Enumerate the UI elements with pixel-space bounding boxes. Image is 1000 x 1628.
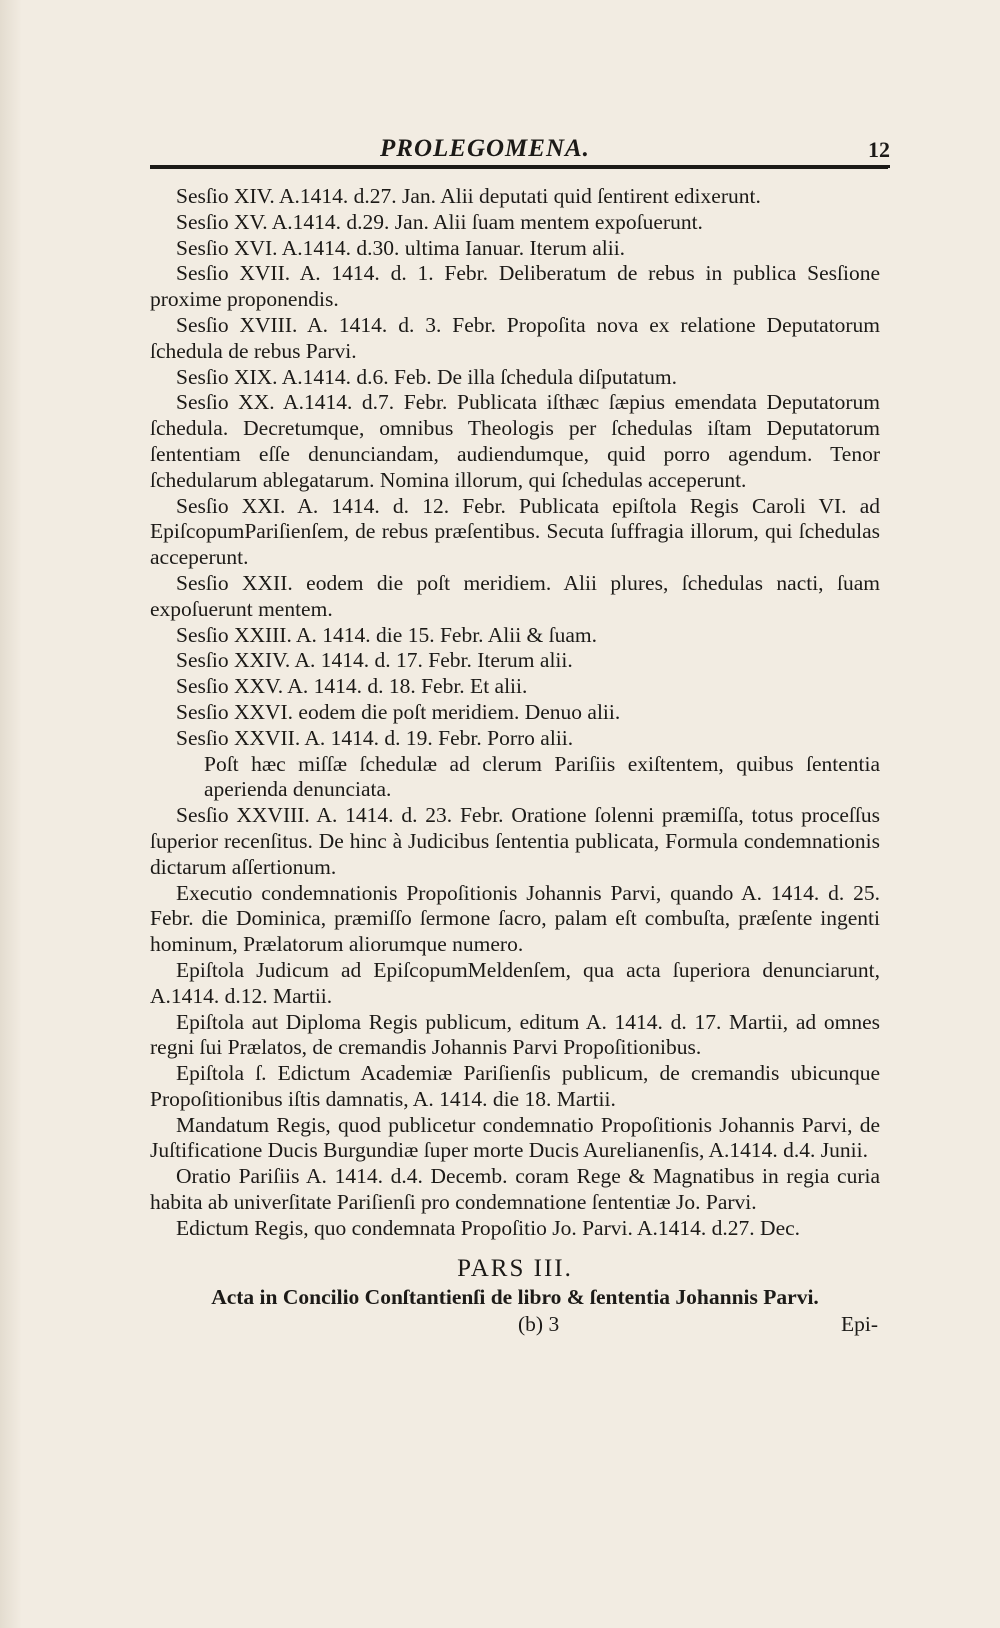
paragraph-session-17: Sesſio XVII. A. 1414. d. 1. Febr. Deliberatum de rebus in publica Sesſione proxime proponendis. bbox=[150, 261, 880, 312]
page-body bbox=[150, 184, 880, 1340]
paragraph-edictum-regis: Edictum Regis, quo condemnata Propoſitio Jo. Parvi. A.1414. d.27. Dec. bbox=[176, 1215, 801, 1240]
paragraph-session-27: Sesſio XXVII. A. 1414. d. 19. Febr. Porro alii. bbox=[176, 725, 574, 750]
catchword: Epi- bbox=[840, 1311, 878, 1336]
paragraph-session-21: Sesſio XXI. A. 1414. d. 12. Febr. Publicata epiſtola Regis Caroli VI. ad EpiſcopumParіſienſem, de rebus præſentibus. Secuta ſuffragia illorum, qui ſchedulas acceperunt. bbox=[150, 493, 880, 570]
header-rule bbox=[150, 165, 888, 169]
part-subtitle: Acta in Concilio Conſtantienſi de libro & ſententia Johannis Parvi. bbox=[211, 1284, 819, 1309]
paragraph-session-23: Sesſio XXIII. A. 1414. die 15. Febr. Alii & ſuam. bbox=[176, 622, 598, 647]
paragraph-oratio-parisiis: Oratio Pariſiis A. 1414. d.4. Decemb. coram Rege & Magnatibus in regia curia habita ab univerſitate Pariſienſi pro condemnatione ſententiæ Jo. Parvi. bbox=[150, 1164, 880, 1215]
paragraph-mandatum-regis: Mandatum Regis, quod publicetur condemnatio Propoſitionis Johannis Parvi, de Juſtificatione Ducis Burgundiæ ſuper morte Ducis Aurelianenſis, A.1414. d.4. Junii. bbox=[150, 1112, 880, 1163]
signature-mark: (b) 3 bbox=[518, 1311, 560, 1336]
part-title: PARS III. bbox=[457, 1254, 573, 1282]
paragraph-session-14: Sesſio XIV. A.1414. d.27. Jan. Alii deputati quid ſentirent edixerunt. bbox=[176, 184, 761, 208]
paragraph-session-22: Sesſio XXII. eodem die poſt meridiem. Alii plures, ſchedulas nacti, ſuam expoſuerunt mentem. bbox=[150, 570, 880, 621]
paragraph-session-24: Sesſio XXIV. A. 1414. d. 17. Febr. Iterum alii. bbox=[176, 648, 573, 673]
page-number: 12 bbox=[868, 137, 890, 162]
page-header bbox=[0, 135, 1000, 165]
paragraph-edictum-academiae: Epiſtola ſ. Edictum Academiæ Pariſienſis publicum, de cremandis ubicunque Propoſitionibus iſtis damnatis, A. 1414. die 18. Martii. bbox=[150, 1061, 880, 1111]
paragraph-session-16: Sesſio XVI. A.1414. d.30. ultima Ianuar. Iterum alii. bbox=[176, 235, 626, 260]
paragraph-session-20: Sesſio XX. A.1414. d.7. Febr. Publicata iſthæc ſæpius emendata Deputatorum ſchedula. Decretumque, omnibus Theologis per ſchedulas iſtam Deputatorum ſententiam eſſe denunciandam, audiendumque, quid porro agendum. Tenor ſchedularum ablegatarum. Nomina illorum, qui ſchedulas acceperunt. bbox=[150, 390, 880, 492]
paragraph-schedules-sent: Poſt hæc miſſæ ſchedulæ ad clerum Pariſiis exiſtentem, quibus ſententia aperienda denunciata. bbox=[204, 751, 880, 802]
paragraph-session-26: Sesſio XXVI. eodem die poſt meridiem. Denuo alii. bbox=[176, 699, 621, 724]
paragraph-session-19: Sesſio XIX. A.1414. d.6. Feb. De illa ſchedula diſputatum. bbox=[176, 364, 678, 389]
page-footer bbox=[150, 1312, 880, 1340]
paragraph-session-15: Sesſio XV. A.1414. d.29. Jan. Alii ſuam mentem expoſuerunt. bbox=[176, 209, 703, 234]
paragraph-session-28: Sesſio XXVIII. A. 1414. d. 23. Febr. Oratione ſolenni præmiſſa, totus proceſſus ſuperior recenſitus. De hinc à Judicibus ſententia publicata, Formula condemnationis dictarum aſſertionum. bbox=[150, 803, 880, 879]
paragraph-epistola-judicum: Epiſtola Judicum ad EpiſcopumMeldenſem, qua acta ſuperiora denunciarunt, A.1414. d.12. Martii. bbox=[150, 957, 880, 1008]
paragraph-execution: Executio condemnationis Propoſitionis Johannis Parvi, quando A. 1414. d. 25. Febr. die Dominica, præmiſſo ſermone ſacro, palam eſt combuſta, præſente ingenti hominum, Prælatorum aliorumque numero. bbox=[150, 880, 880, 957]
paragraph-session-18: Sesſio XVIII. A. 1414. d. 3. Febr. Propoſita nova ex relatione Deputatorum ſchedula de rebus Parvi. bbox=[150, 312, 880, 363]
header-rule-right bbox=[845, 165, 890, 168]
running-head: PROLEGOMENA. bbox=[380, 135, 590, 162]
paragraph-session-25: Sesſio XXV. A. 1414. d. 18. Febr. Et alii. bbox=[176, 674, 528, 699]
paragraph-diploma-regis: Epiſtola aut Diploma Regis publicum, editum A. 1414. d. 17. Martii, ad omnes regni ſui Prælatos, de cremandis Johannis Parvi Propoſitionibus. bbox=[150, 1009, 880, 1060]
